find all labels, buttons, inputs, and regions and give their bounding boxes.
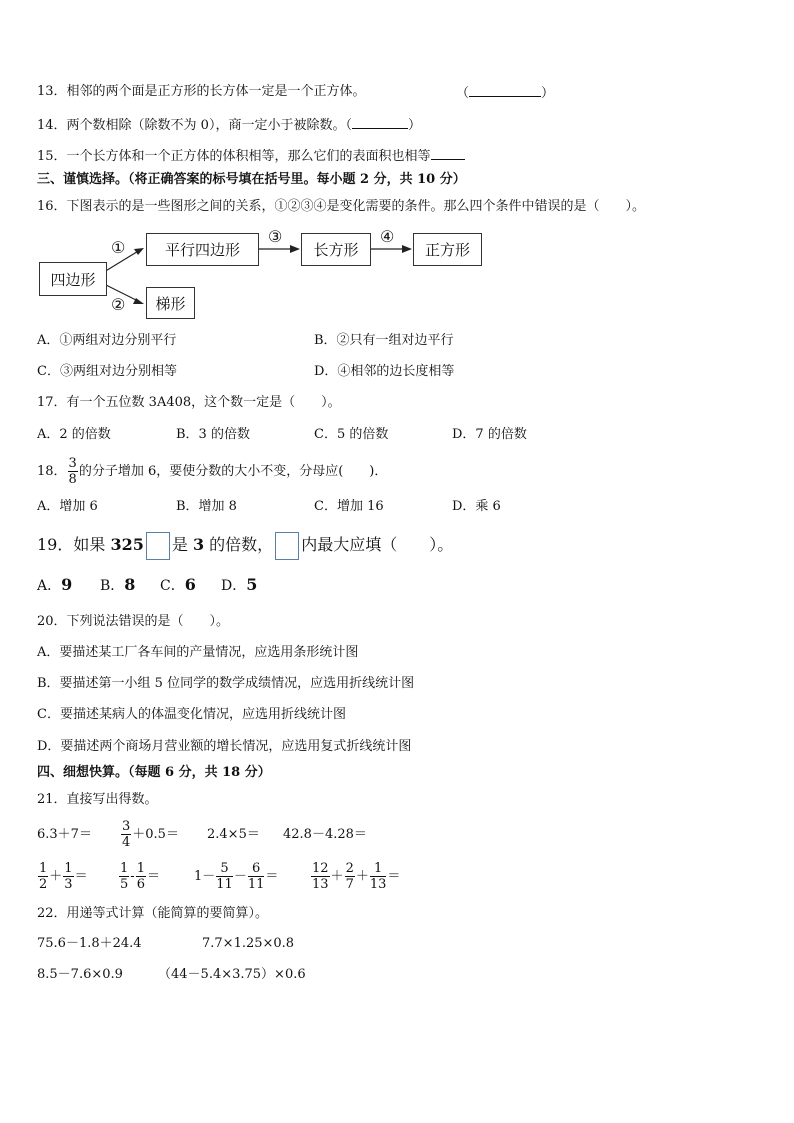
node-parallelogram: 平行四边形 <box>146 233 259 266</box>
q16-option-b[interactable]: B．②只有一组对边平行 <box>314 333 454 348</box>
q20-option-d[interactable]: D．要描述两个商场月营业额的增长情况，应选用复式折线统计图 <box>37 739 412 754</box>
question-17: 17．有一个五位数 3A408，这个数一定是（ ）。 <box>37 395 341 410</box>
question-21: 21．直接写出得数。 <box>37 792 158 807</box>
step-calc-3: 8.5－7.6×0.9 <box>37 967 123 982</box>
question-18: 18． $\frac{3}{8}$ 的分子增加 6，要使分数的大小不变，分母应( )． <box>37 456 388 487</box>
q17-option-d[interactable]: D．7 的倍数 <box>452 427 527 442</box>
question-16: 16．下图表示的是一些图形之间的关系，①②③④是变化需要的条件。那么四个条件中错误的是（ ）。 <box>37 199 646 214</box>
question-14: 14．两个数相除（除数不为 0），商一定小于被除数。（ ） <box>37 115 421 135</box>
arrowhead <box>402 245 412 253</box>
q17-option-b[interactable]: B．3 的倍数 <box>176 427 250 442</box>
digit-box[interactable] <box>146 532 170 560</box>
node-trapezoid: 梯形 <box>146 287 195 319</box>
calc-6: $\frac{1}{5}$ - $\frac{1}{6}$ ＝ <box>120 861 160 892</box>
calc-1: 6.3＋7＝ <box>37 827 92 842</box>
condition-2-label: ② <box>111 295 126 314</box>
arrowhead <box>134 248 144 255</box>
q16-option-a[interactable]: A．①两组对边分别平行 <box>37 333 177 348</box>
question-13-text: 13．相邻的两个面是正方形的长方体一定是一个正方体。 <box>37 84 366 99</box>
condition-4-label: ④ <box>380 227 395 246</box>
question-13-answer: （ ） <box>456 83 554 103</box>
calc-3: 2.4×5＝ <box>207 827 260 842</box>
q16-option-c[interactable]: C．③两组对边分别相等 <box>37 364 177 379</box>
node-square: 正方形 <box>413 233 482 266</box>
q18-option-c[interactable]: C．增加 16 <box>314 499 384 514</box>
node-quadrilateral: 四边形 <box>39 262 107 296</box>
q18-option-b[interactable]: B．增加 8 <box>176 499 237 514</box>
q20-option-c[interactable]: C．要描述某病人的体温变化情况，应选用折线统计图 <box>37 707 346 722</box>
calc-4: 42.8－4.28＝ <box>283 827 367 842</box>
q17-option-a[interactable]: A．2 的倍数 <box>37 427 111 442</box>
calc-7: 1－ $\frac{5}{11}$ － $\frac{6}{11}$ ＝ <box>194 861 279 892</box>
question-13 <box>37 83 366 101</box>
question-15 <box>37 146 465 166</box>
step-calc-4: （44－5.4×3.75）×0.6 <box>158 967 306 982</box>
condition-1-label: ① <box>111 238 126 257</box>
calc-5: $\frac{1}{2}$ ＋ $\frac{1}{3}$ ＝ <box>39 861 88 892</box>
q19-option-d[interactable]: D．5 <box>221 575 258 594</box>
question-15-text: 15．一个长方体和一个正方体的体积相等，那么它们的表面积也相等 <box>37 149 431 164</box>
q16-option-d[interactable]: D．④相邻的边长度相等 <box>314 364 455 379</box>
answer-blank[interactable] <box>352 115 408 129</box>
condition-3-label: ③ <box>268 227 283 246</box>
q19-option-a[interactable]: A．9 <box>37 575 73 594</box>
question-22: 22．用递等式计算（能简算的要简算）。 <box>37 906 269 921</box>
question-14-text: 14．两个数相除（除数不为 0），商一定小于被除数。（ <box>37 118 352 133</box>
answer-blank[interactable] <box>431 146 465 160</box>
fraction: $\frac{3}{8}$ <box>68 456 77 487</box>
q19-option-b[interactable]: B．8 <box>100 575 136 594</box>
q17-option-c[interactable]: C．5 的倍数 <box>314 427 389 442</box>
section-4-heading: 四、细想快算。（每题 6 分，共 18 分） <box>37 765 271 780</box>
digit-box[interactable] <box>275 532 299 560</box>
step-calc-2: 7.7×1.25×0.8 <box>202 936 295 951</box>
question-19: 19．如果 325 是 3 的倍数， 内最大应填（ ）。 <box>37 531 453 560</box>
q18-option-a[interactable]: A．增加 6 <box>37 499 98 514</box>
answer-blank[interactable] <box>469 83 541 97</box>
section-3-heading: 三、谨慎选择。（将正确答案的标号填在括号里。每小题 2 分，共 10 分） <box>37 172 466 187</box>
q20-option-b[interactable]: B．要描述第一小组 5 位同学的数学成绩情况，应选用折线统计图 <box>37 676 415 691</box>
q20-option-a[interactable]: A．要描述某工厂各车间的产量情况，应选用条形统计图 <box>37 645 359 660</box>
node-rectangle: 长方形 <box>301 233 371 266</box>
question-20: 20．下列说法错误的是（ ）。 <box>37 614 230 629</box>
q19-option-c[interactable]: C．6 <box>160 575 196 594</box>
step-calc-1: 75.6－1.8＋24.4 <box>37 936 142 951</box>
q18-option-d[interactable]: D．乘 6 <box>452 499 501 514</box>
calc-8: $\frac{12}{13}$ ＋ $\frac{2}{7}$ ＋ $\frac{1}{13}$ ＝ <box>312 861 401 892</box>
calc-2: $\frac{3}{4}$ ＋0.5＝ <box>122 819 179 850</box>
arrowhead <box>290 245 300 253</box>
